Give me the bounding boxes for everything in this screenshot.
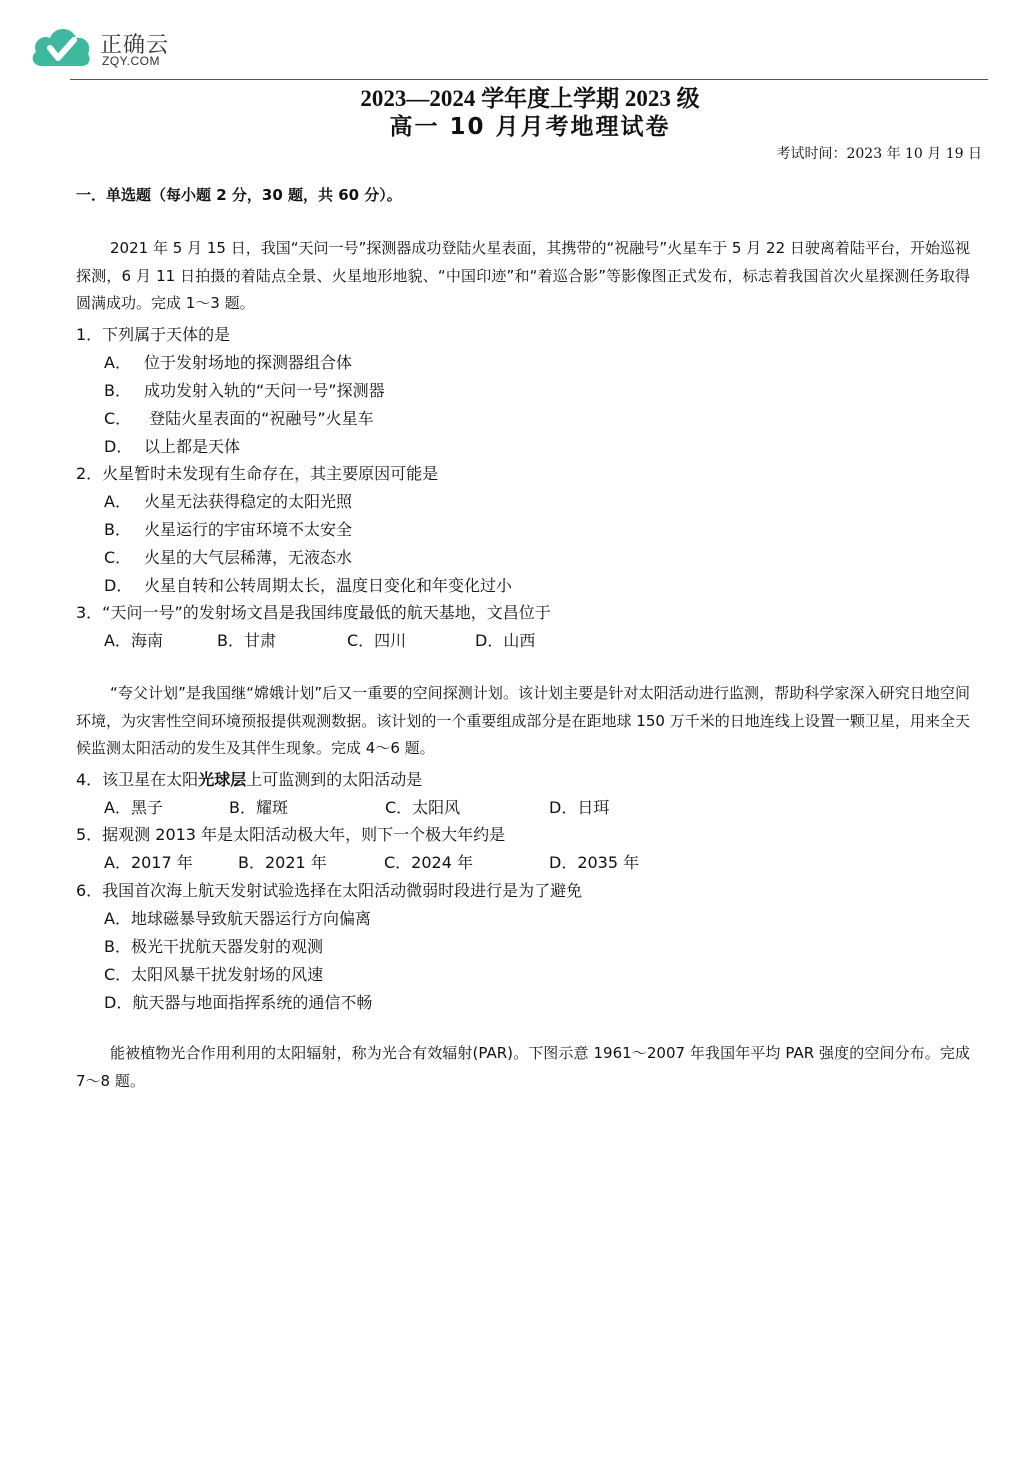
exam-time: 考试时间：2023 年 10 月 19 日 — [776, 146, 982, 162]
logo — [28, 22, 178, 74]
question-3-option-d: D．山西 — [475, 631, 536, 650]
question-4-stem: 4．该卫星在太阳光球层上可监测到的太阳活动是 — [76, 770, 423, 789]
question-4-option-d: D．日珥 — [549, 798, 610, 817]
passage-2: “夸父计划”是我国继“嫦娥计划”后又一重要的空间探测计划。该计划主要是针对太阳活动进行监测，帮助科学家深入研究日地空间环境，为灾害性空间环境预报提供观测数据。该计划的一个重要组成部分是在距地球 150 万千米的日地连线上设置一颗卫星，用来全天候监测太阳活动的发生及其伴生现象。完成 4～6 题。 — [76, 684, 970, 757]
question-5-stem: 5．据观测 2013 年是太阳活动极大年，则下一个极大年约是 — [76, 825, 506, 844]
question-6-option-a: A．地球磁暴导致航天器运行方向偏离 — [104, 909, 371, 928]
question-1-option-d: D． 以上都是天体 — [104, 437, 241, 456]
cloud-check-icon — [28, 22, 94, 72]
question-3-option-a: A．海南 — [104, 631, 163, 650]
question-4-option-a: A．黑子 — [104, 798, 163, 817]
question-1-option-b: B． 成功发射入轨的“天问一号”探测器 — [104, 381, 385, 400]
logo-name: 正确云 — [100, 33, 170, 58]
question-2-option-d: D． 火星自转和公转周期太长，温度日变化和年变化过小 — [104, 576, 513, 595]
page-subtitle: 高一 10 月月考地理试卷 — [389, 114, 671, 140]
passage-3: 能被植物光合作用利用的太阳辐射，称为光合有效辐射(PAR)。下图示意 1961～2007 年我国年平均 PAR 强度的空间分布。完成 7～8 题。 — [76, 1044, 970, 1090]
question-6-option-d: D．航天器与地面指挥系统的通信不畅 — [104, 993, 373, 1012]
question-6-option-c: C．太阳风暴干扰发射场的风速 — [104, 965, 324, 984]
question-1-option-a: A． 位于发射场地的探测器组合体 — [104, 353, 353, 372]
question-4-option-c: C．太阳风 — [385, 798, 461, 817]
emphasis-term: 光球层 — [198, 770, 247, 789]
question-6-stem: 6．我国首次海上航天发射试验选择在太阳活动微弱时段进行是为了避免 — [76, 881, 583, 900]
question-5-option-a: A．2017 年 — [104, 853, 193, 872]
question-2-option-c: C． 火星的大气层稀薄，无液态水 — [104, 548, 353, 567]
question-2-stem: 2．火星暂时未发现有生命存在，其主要原因可能是 — [76, 464, 439, 483]
question-5-option-b: B．2021 年 — [238, 853, 327, 872]
logo-domain: ZQY.COM — [102, 54, 160, 68]
question-5-option-d: D．2035 年 — [549, 853, 640, 872]
question-6-option-b: B．极光干扰航天器发射的观测 — [104, 937, 323, 956]
section-title: 一．单选题（每小题 2 分，30 题，共 60 分）。 — [76, 186, 402, 204]
question-2-option-b: B． 火星运行的宇宙环境不太安全 — [104, 520, 353, 539]
question-2-option-a: A． 火星无法获得稳定的太阳光照 — [104, 492, 353, 511]
question-5-option-c: C．2024 年 — [384, 853, 473, 872]
question-3-option-b: B．甘肃 — [217, 631, 276, 650]
question-3-option-c: C．四川 — [347, 631, 407, 650]
question-1-stem: 1．下列属于天体的是 — [76, 325, 231, 344]
page-title: 2023—2024 学年度上学期 2023 级 — [360, 86, 700, 111]
passage-1: 2021 年 5 月 15 日，我国“天问一号”探测器成功登陆火星表面，其携带的“祝融号”火星车于 5 月 22 日驶离着陆平台，开始巡视探测，6 月 11 日拍摄的着陆点全景、火星地形地貌、“中国印迹”和“着巡合影”等影像图正式发布，标志着我国首次火星探测任务取得圆满成功。完成 1～3 题。 — [76, 239, 970, 312]
question-4-option-b: B．耀斑 — [229, 798, 288, 817]
question-1-option-c: C． 登陆火星表面的“祝融号”火星车 — [104, 409, 374, 428]
question-3-stem: 3．“天问一号”的发射场文昌是我国纬度最低的航天基地，文昌位于 — [76, 603, 551, 622]
